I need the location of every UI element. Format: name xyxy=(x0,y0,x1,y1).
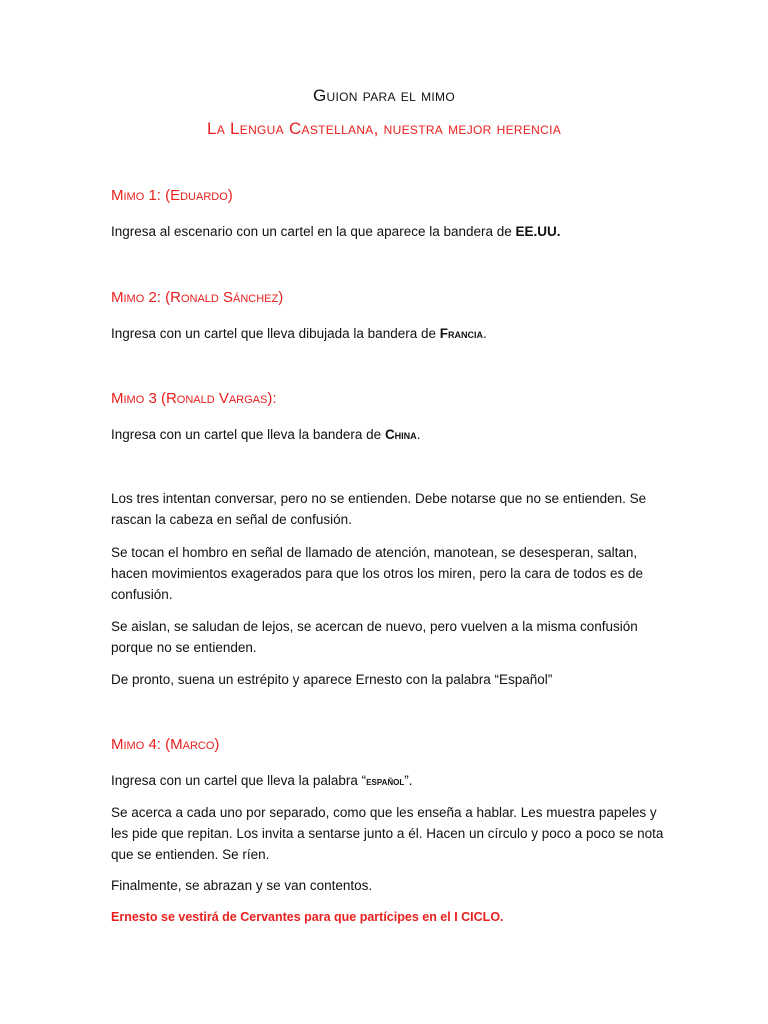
mimo-4-heading: Mimo 4: (Marco) xyxy=(111,736,220,753)
mimo-3-heading: Mimo 3 (Ronald Vargas): xyxy=(111,390,277,407)
paragraph-teaching: Se acerca a cada uno por separado, como que les enseña a hablar. Les muestra papeles y les pide que repitan. Los invita a sentarse junto a él. Hacen un círculo y poco a poco se nota que se entienden. Se ríen. xyxy=(111,805,664,862)
mimo-4-text-end: ”. xyxy=(404,773,413,788)
mimo-2-text: Ingresa con un cartel que lleva dibujada la bandera de xyxy=(111,326,440,341)
mimo-2-description xyxy=(111,324,671,345)
mimo-3-text: Ingresa con un cartel que lleva la bandera de xyxy=(111,427,385,442)
mimo-2-heading: Mimo 2: (Ronald Sánchez) xyxy=(111,289,284,306)
paragraph-confusion: Los tres intentan conversar, pero no se entienden. Debe notarse que no se entienden. Se rascan la cabeza en señal de confusión. xyxy=(111,491,647,527)
mimo-4-word: español xyxy=(366,776,405,788)
paragraph-ernesto-arrives: De pronto, suena un estrépito y aparece Ernesto con la palabra “Español” xyxy=(111,672,553,687)
mimo-2-flag: Francia xyxy=(439,326,483,341)
paragraph-ending: Finalmente, se abrazan y se van contentos. xyxy=(111,878,373,893)
mimo-3-description xyxy=(111,425,671,446)
mimo-1-flag: EE.UU. xyxy=(515,224,561,239)
mimo-4-text: Ingresa con un cartel que lleva la palabra “ xyxy=(111,773,367,788)
mimo-1-heading: Mimo 1: (Eduardo) xyxy=(111,187,233,204)
mimo-1-text: Ingresa al escenario con un cartel en la que aparece la bandera de xyxy=(111,224,516,239)
mimo-4-description xyxy=(111,771,671,793)
mimo-3-flag: China xyxy=(384,427,417,442)
document-subtitle: La Lengua Castellana, nuestra mejor herencia xyxy=(206,119,562,138)
paragraph-gestures: Se tocan el hombro en señal de llamado de atención, manotean, se desesperan, saltan, hacen movimientos exagerados para que los otros los miren, pero la cara de todos es de confusión. xyxy=(111,545,644,602)
costume-note: Ernesto se vestirá de Cervantes para que partícipes en el I CICLO. xyxy=(111,910,504,924)
mimo-1-description xyxy=(111,222,671,243)
document-title: Guion para el mimo xyxy=(313,86,455,105)
mimo-3-text-end: . xyxy=(416,427,421,442)
mimo-2-text-end: . xyxy=(482,326,487,341)
paragraph-isolation: Se aislan, se saludan de lejos, se acercan de nuevo, pero vuelven a la misma confusión porque no se entienden. xyxy=(111,619,638,655)
